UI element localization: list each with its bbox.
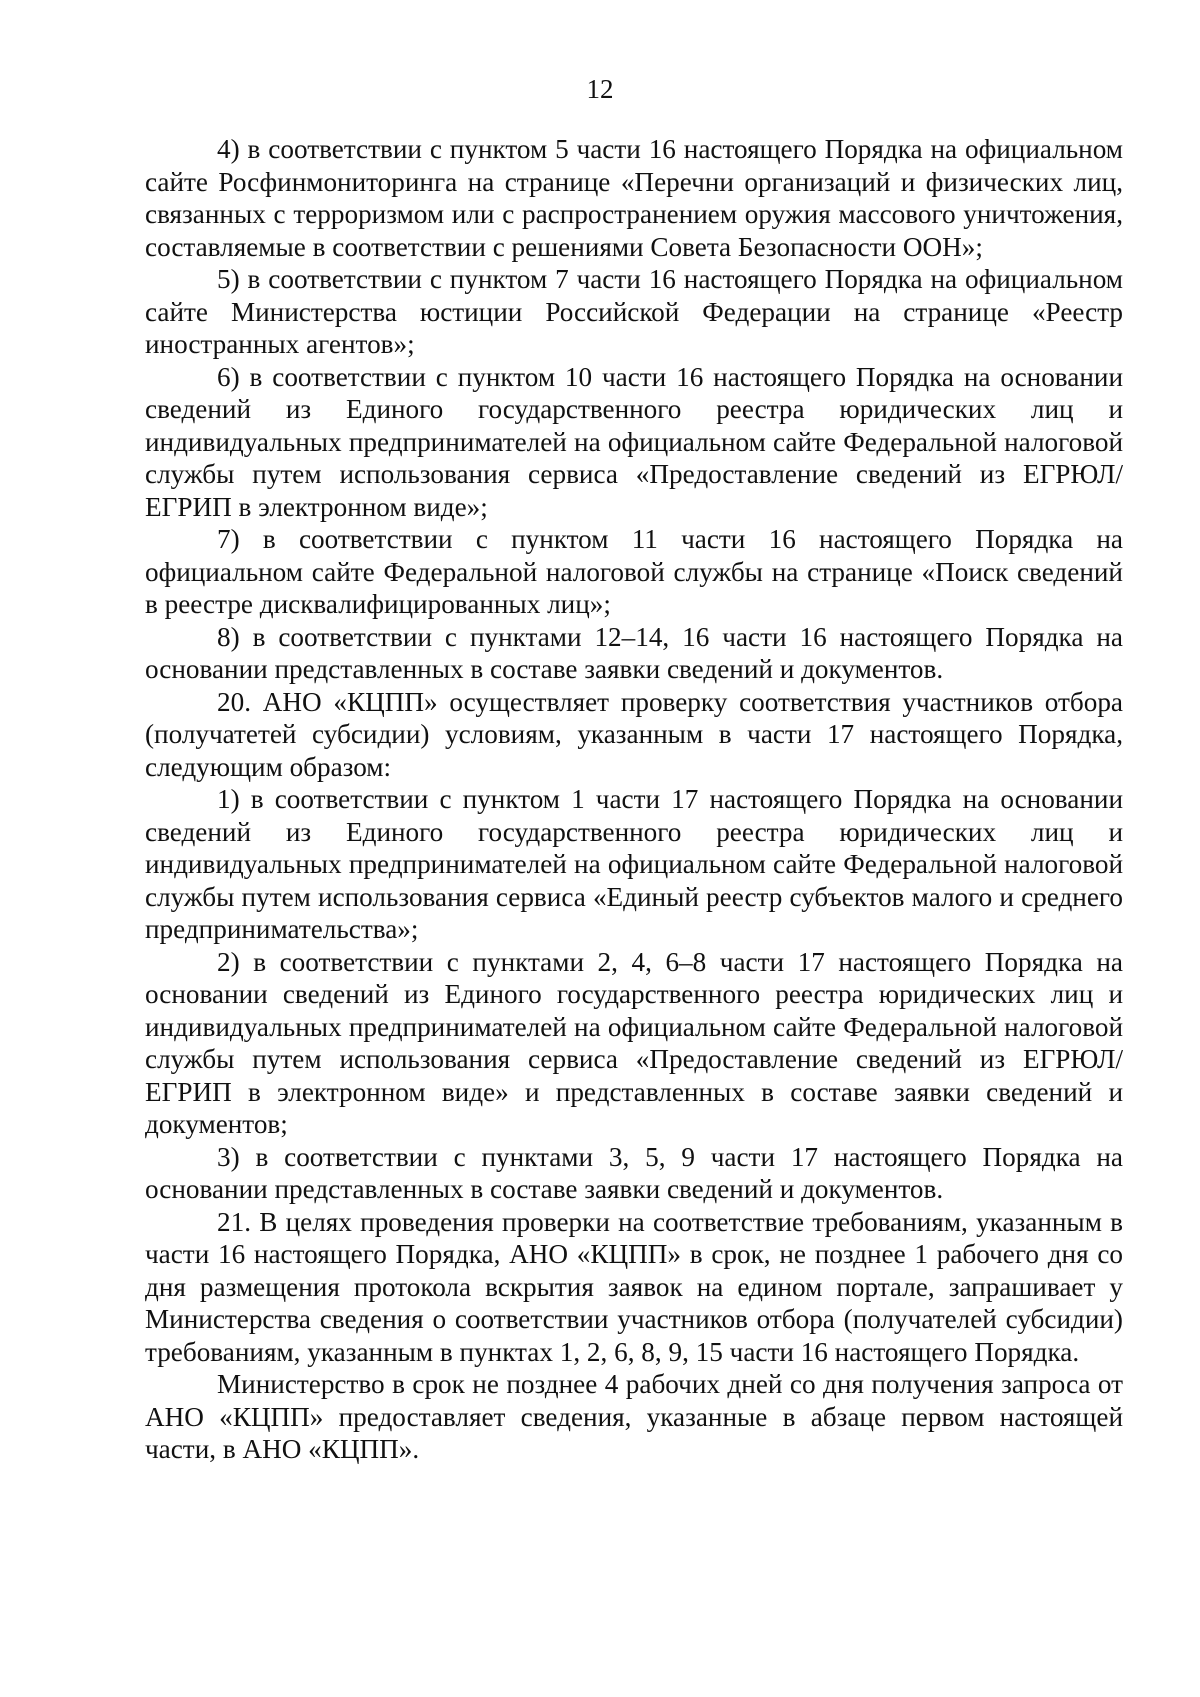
paragraph-section-20: 20. АНО «КЦПП» осуществляет проверку соответствия участников отбора (получатетей субсидии) условиям, указанным в части 17 настоящего Порядка, следующим образом: xyxy=(145,686,1123,782)
paragraph-section-20-item-2: 2) в соответствии с пунктами 2, 4, 6–8 части 17 настоящего Порядка на основании сведений из Единого государственного реестра юридических лиц и индивидуальных предпринимателей на официальном сайте Федеральной налоговой службы путем использования сервиса «Предоставление сведений из ЕГРЮЛ/ЕГРИП в электронном виде» и представленных в составе заявки сведений и документов; xyxy=(145,946,1123,1139)
document-body xyxy=(145,133,1123,1466)
paragraph-item-7: 7) в соответствии с пунктом 11 части 16 настоящего Порядка на официальном сайте Федеральной налоговой службы на странице «Поиск сведений в реестре дисквалифицированных лиц»; xyxy=(145,524,1123,619)
page-number: 12 xyxy=(586,74,614,104)
paragraph-item-8: 8) в соответствии с пунктами 12–14, 16 части 16 настоящего Порядка на основании представленных в составе заявки сведений и документов. xyxy=(145,621,1123,684)
paragraph-section-20-item-3: 3) в соответствии с пунктами 3, 5, 9 части 17 настоящего Порядка на основании представленных в составе заявки сведений и документов. xyxy=(145,1141,1123,1204)
paragraph-section-21-second: Министерство в срок не позднее 4 рабочих дней со дня получения запроса от АНО «КЦПП» предоставляет сведения, указанные в абзаце первом настоящей части, в АНО «КЦПП». xyxy=(145,1369,1123,1464)
paragraph-section-21: 21. В целях проведения проверки на соответствие требованиям, указанным в части 16 настоящего Порядка, АНО «КЦПП» в срок, не позднее 1 рабочего дня со дня размещения протокола вскрытия заявок на едином портале, запрашивает у Министерства сведения о соответствии участников отбора (получателей субсидии) требованиям, указанным в пунктах 1, 2, 6, 8, 9, 15 части 16 настоящего Порядка. xyxy=(145,1206,1123,1367)
paragraph-item-6: 6) в соответствии с пунктом 10 части 16 настоящего Порядка на основании сведений из Единого государственного реестра юридических лиц и индивидуальных предпринимателей на официальном сайте Федеральной налоговой службы путем использования сервиса «Предоставление сведений из ЕГРЮЛ/ЕГРИП в электронном виде»; xyxy=(145,361,1123,522)
paragraph-item-4: 4) в соответствии с пунктом 5 части 16 настоящего Порядка на официальном сайте Росфинмониторинга на странице «Перечни организаций и физических лиц, связанных с терроризмом или с распространением оружия массового уничтожения, составляемые в соответствии с решениями Совета Безопасности ООН»; xyxy=(145,134,1123,262)
paragraph-item-5: 5) в соответствии с пунктом 7 части 16 настоящего Порядка на официальном сайте Министерства юстиции Российской Федерации на странице «Реестр иностранных агентов»; xyxy=(145,264,1123,359)
paragraph-section-20-item-1: 1) в соответствии с пунктом 1 части 17 настоящего Порядка на основании сведений из Единого государственного реестра юридических лиц и индивидуальных предпринимателей на официальном сайте Федеральной налоговой службы путем использования сервиса «Единый реестр субъектов малого и среднего предпринимательства»; xyxy=(145,784,1123,944)
